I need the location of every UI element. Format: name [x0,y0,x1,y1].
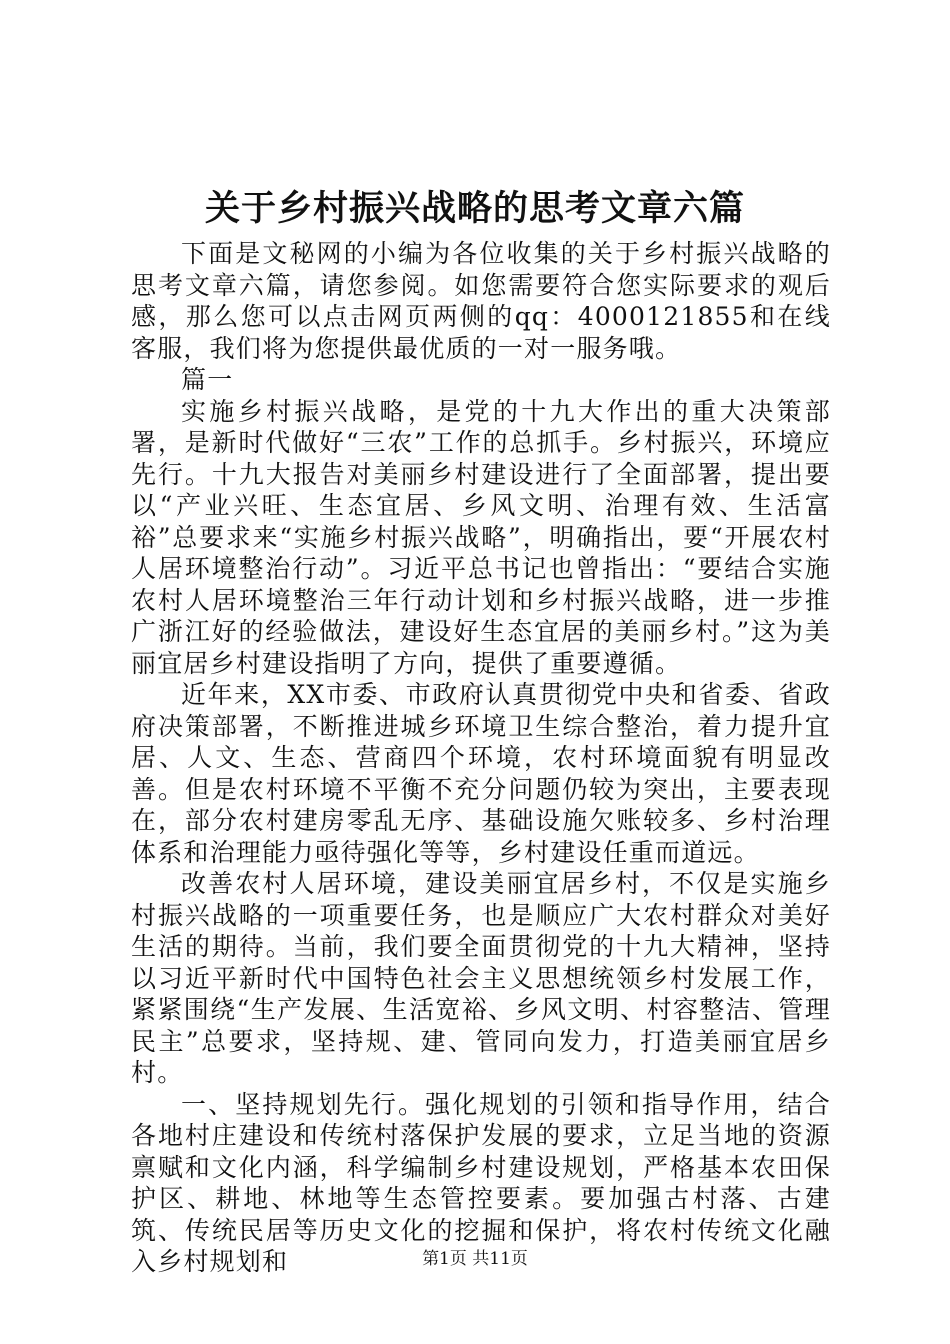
document-body [131,238,831,1278]
paragraph-section-heading: 篇一 [181,365,234,394]
paragraph-1: 实施乡村振兴战略，是党的十九大作出的重大决策部署，是新时代做好“三农”工作的总抓手。乡村振兴，环境应先行。十九大报告对美丽乡村建设进行了全面部署，提出要以“产业兴旺、生态宜居、乡风文明、治理有效、生活富裕”总要求来“实施乡村振兴战略”，明确指出，要“开展农村人居环境整治行动”。习近平总书记也曾指出：“要结合实施农村人居环境整治三年行动计划和乡村振兴战略，进一步推广浙江好的经验做法，建设好生态宜居的美丽乡村。”这为美丽宜居乡村建设指明了方向，提供了重要遵循。 [131,396,831,678]
paragraph-intro: 下面是文秘网的小编为各位收集的关于乡村振兴战略的思考文章六篇，请您参阅。如您需要符合您实际要求的观后感，那么您可以点击网页两侧的qq：4000121855和在线客服，我们将为您提供最优质的一对一服务哦。 [131,239,831,363]
paragraph-3: 改善农村人居环境，建设美丽宜居乡村，不仅是实施乡村振兴战略的一项重要任务，也是顺应广大农村群众对美好生活的期待。当前，我们要全面贯彻党的十九大精神，坚持以习近平新时代中国特色社会主义思想统领乡村发展工作，紧紧围绕“生产发展、生活宽裕、乡风文明、村容整洁、管理民主”总要求，坚持规、建、管同向发力，打造美丽宜居乡村。 [131,869,831,1087]
document-title: 关于乡村振兴战略的思考文章六篇 [204,188,745,229]
paragraph-4: 一、坚持规划先行。强化规划的引领和指导作用，结合各地村庄建设和传统村落保护发展的要求，立足当地的资源禀赋和文化内涵，科学编制乡村建设规划，严格基本农田保护区、耕地、林地等生态管控要素。要加强古村落、古建筑、传统民居等历史文化的挖掘和保护，将农村传统文化融入乡村规划和 [131,1089,831,1276]
page-number-footer: 第1页 共11页 [422,1249,528,1269]
paragraph-2: 近年来，XX市委、市政府认真贯彻党中央和省委、省政府决策部署，不断推进城乡环境卫生综合整治，着力提升宜居、人文、生态、营商四个环境，农村环境面貌有明显改善。但是农村环境不平衡不充分问题仍较为突出，主要表现在，部分农村建房零乱无序、基础设施欠账较多、乡村治理体系和治理能力亟待强化等等，乡村建设任重而道远。 [131,680,831,867]
